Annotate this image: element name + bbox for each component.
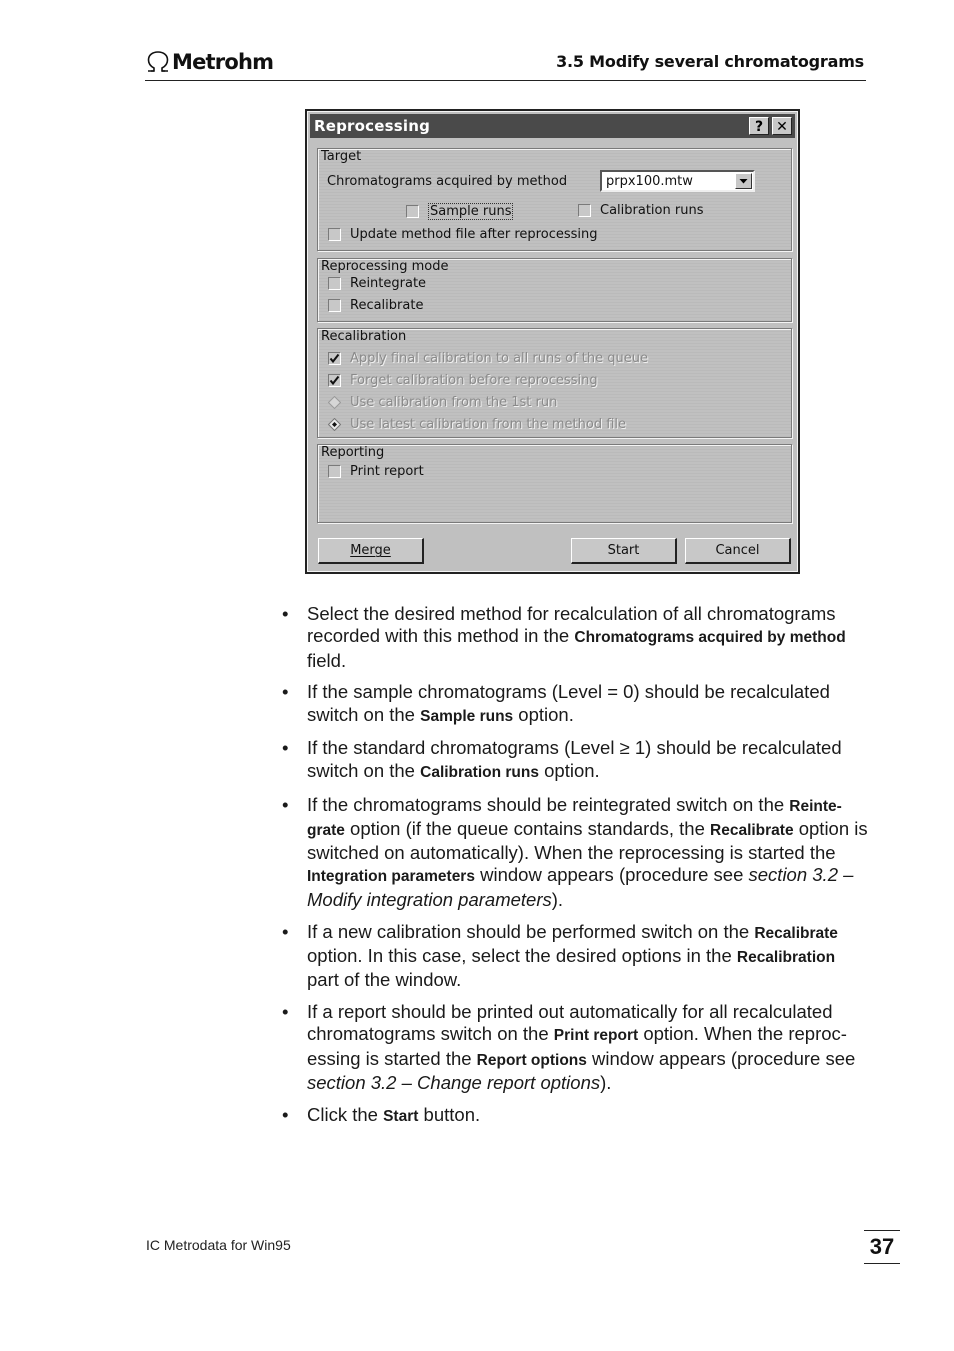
list-item: • If the chromatograms should be reintegrated switch on the Reinte-grate option (if the queue contains standards, the Recalibrate option is switched on automatically). When the reprocessing is started the Integration parameters window appears (procedure see section 3.2 – Modify integration parameters).	[281, 794, 871, 911]
use-latest-calibration-label: Use latest calibration from the method file	[350, 417, 627, 432]
section-reference: section 3.2 – Change report options	[307, 1071, 601, 1093]
page-header	[145, 48, 866, 81]
ui-term: Print report	[553, 1027, 639, 1045]
ui-term: Sample runs	[420, 707, 514, 725]
section-reference: section 3.2 – Modify integration parameters	[307, 864, 854, 910]
recalibration-group-label: Recalibration	[321, 329, 407, 344]
reprocessing-mode-group	[317, 258, 792, 322]
recalibration-group	[317, 328, 792, 438]
mode-group-label: Reprocessing mode	[321, 259, 449, 274]
forget-calibration-checkbox[interactable]	[328, 373, 598, 388]
ui-term: Report options	[476, 1051, 587, 1069]
checkmark-icon[interactable]	[328, 352, 341, 365]
ui-term: Recalibration	[736, 948, 836, 966]
reprocessing-dialog	[305, 109, 800, 574]
list-item: • If the standard chromatograms (Level ≥ 1) should be recalculated switch on the Calibration runs option.	[281, 737, 871, 784]
dialog-title: Reprocessing	[314, 117, 431, 135]
page-number: 37	[864, 1230, 900, 1264]
reintegrate-checkbox[interactable]	[328, 276, 426, 291]
calibration-runs-label: Calibration runs	[600, 203, 704, 218]
apply-final-calibration-label: Apply final calibration to all runs of the queue	[350, 351, 648, 366]
checkbox-box[interactable]	[328, 299, 341, 312]
checkmark-icon[interactable]	[328, 374, 341, 387]
update-method-label: Update method file after reprocessing	[350, 227, 598, 242]
checkbox-box[interactable]	[328, 228, 341, 241]
print-report-label: Print report	[350, 464, 424, 479]
sample-runs-label: Sample runs	[430, 204, 512, 219]
metrohm-logo	[145, 50, 273, 74]
target-group	[317, 148, 792, 251]
forget-calibration-label: Forget calibration before reprocessing	[350, 373, 598, 388]
use-latest-calibration-radio[interactable]	[328, 417, 626, 432]
ui-term: Start	[383, 1107, 419, 1125]
method-label: Chromatograms acquired by method	[327, 174, 568, 189]
list-item: • If the sample chromatograms (Level = 0) should be recalculated switch on the Sample runs option.	[281, 681, 871, 728]
section-title: 3.5 Modify several chromatograms	[556, 52, 864, 71]
method-select[interactable]	[600, 170, 755, 192]
ui-term: Recalibrate	[710, 821, 794, 839]
calibration-runs-checkbox[interactable]	[578, 203, 703, 218]
apply-final-calibration-checkbox[interactable]	[328, 351, 648, 366]
reporting-group	[317, 444, 792, 523]
reporting-group-label: Reporting	[321, 445, 385, 460]
ui-term: Chromatograms acquired by method	[574, 629, 846, 647]
checkbox-box[interactable]	[328, 465, 341, 478]
list-item: • If a report should be printed out automatically for all recalculated chromatograms switch on the Print report option. When the reproc-essing is started the Report options window appears (procedure see section 3.2 – Change report options).	[281, 1001, 871, 1094]
sample-runs-checkbox[interactable]	[406, 203, 513, 220]
omega-logo-icon	[145, 50, 171, 74]
radio-selected-icon[interactable]	[328, 418, 341, 431]
cancel-button[interactable]: Cancel	[685, 538, 791, 564]
instruction-list	[281, 603, 871, 1137]
checkbox-box[interactable]	[406, 205, 419, 218]
reintegrate-label: Reintegrate	[350, 276, 427, 291]
recalibrate-label: Recalibrate	[350, 298, 424, 313]
use-first-run-radio[interactable]	[328, 395, 557, 410]
footer-doc-title: IC Metrodata for Win95	[146, 1237, 291, 1253]
list-item: • Select the desired method for recalculation of all chromatograms recorded with this method in the Chromatograms acquired by method field.	[281, 603, 871, 672]
ui-term: Recalibrate	[754, 924, 838, 942]
method-select-value: prpx100.mtw	[606, 174, 693, 189]
ui-term: Integration parameters	[307, 868, 475, 886]
use-first-run-label: Use calibration from the 1st run	[350, 395, 558, 410]
dialog-titlebar	[310, 114, 795, 138]
list-item: • Click the Start button.	[281, 1104, 871, 1128]
help-button[interactable]: ?	[749, 117, 769, 135]
start-button[interactable]: Start	[571, 538, 677, 564]
close-button[interactable]: ✕	[772, 117, 792, 135]
ui-term: Calibration runs	[420, 763, 539, 781]
radio-unselected-icon[interactable]	[328, 396, 341, 409]
merge-button[interactable]	[318, 538, 424, 564]
list-item: • If a new calibration should be performed switch on the Recalibrate option. In this case, select the desired options in the Recalibration part of the window.	[281, 921, 871, 992]
checkbox-box[interactable]	[578, 204, 591, 217]
update-method-checkbox[interactable]	[328, 227, 597, 242]
checkbox-box[interactable]	[328, 277, 341, 290]
print-report-checkbox[interactable]	[328, 464, 424, 479]
brand-name: Metrohm	[172, 50, 274, 74]
merge-button-label: Merge	[350, 543, 391, 558]
chevron-down-icon[interactable]	[735, 173, 752, 189]
recalibrate-checkbox[interactable]	[328, 298, 423, 313]
target-group-label: Target	[321, 149, 362, 164]
ui-term: Reinte-grate	[307, 797, 842, 839]
